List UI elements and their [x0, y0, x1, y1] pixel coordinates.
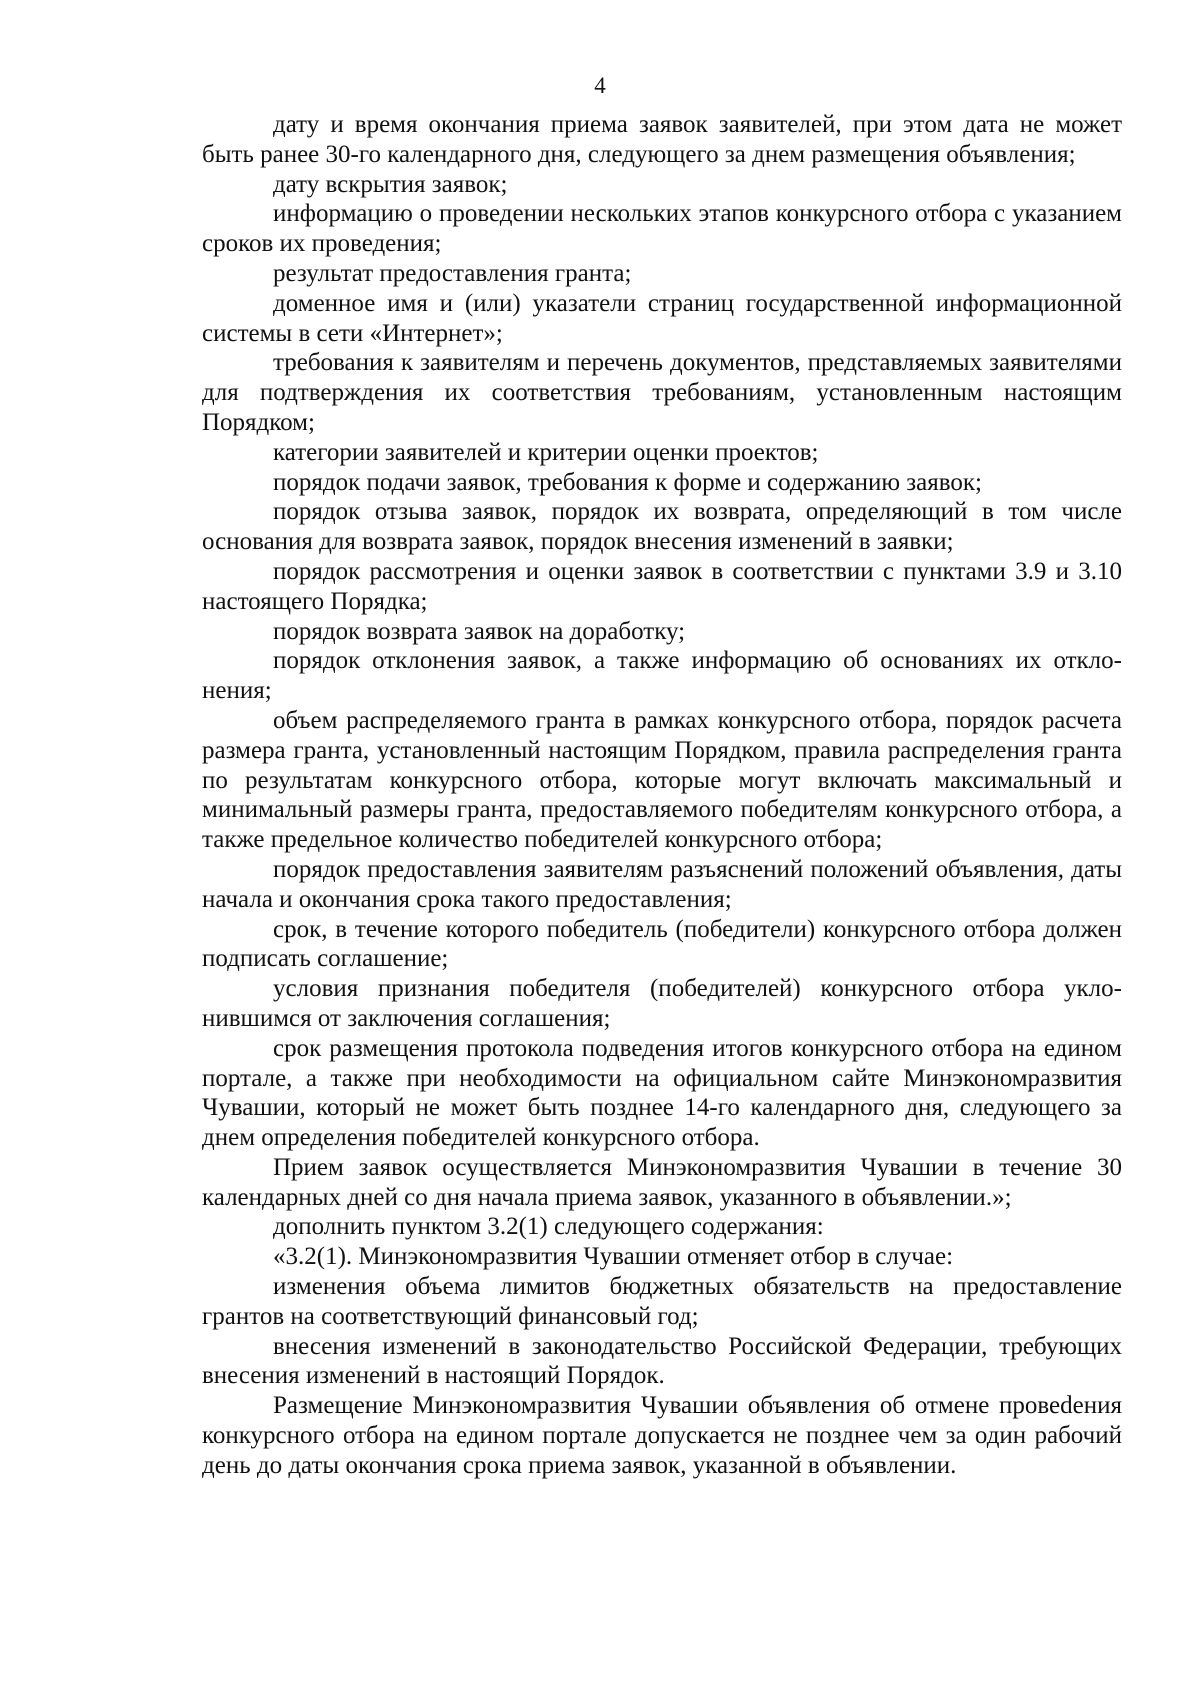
- paragraph: информацию о проведении нескольких этапов конкурсного отбора с указанием сроков их проведения;: [202, 200, 1122, 258]
- page-number: 4: [594, 73, 606, 98]
- paragraph: доменное имя и (или) указатели страниц государственной информационной системы в сети «Интернет»;: [202, 289, 1122, 347]
- document-body: [202, 110, 1122, 1481]
- paragraph: «3.2(1). Минэкономразвития Чувашии отменяет отбор в случае:: [273, 1243, 954, 1271]
- paragraph: объем распределяемого гранта в рамках конкурсного отбора, порядок расчета размера гранта, установленный настоящим Порядком, правила распределения гранта по результатам конкурсного отбора, которые могут включать максимальный и минимальный размеры гранта, предоставляемого победителям конкурсного отбора, а также предельное количество победителей конкурсного отбора;: [202, 706, 1122, 854]
- paragraph: порядок возврата заявок на доработку;: [273, 617, 686, 645]
- paragraph: порядок рассмотрения и оценки заявок в соответствии с пунктами 3.9 и 3.10 настоящего Порядка;: [202, 557, 1122, 615]
- paragraph: срок размещения протокола подведения итогов конкурсного отбора на едином портале, а также при необходимости на официальном сайте Минэкономразвития Чувашии, который не может быть позднее 14-го календарного дня, следующего за днем определения победителей конкурсного отбора.: [202, 1034, 1122, 1152]
- paragraph: категории заявителей и критерии оценки проектов;: [273, 438, 819, 466]
- paragraph: порядок предоставления заявителям разъяснений положений объявления, даты начала и окончания срока такого предоставления;: [202, 855, 1122, 913]
- paragraph: порядок отклонения заявок, а также информацию об основаниях их отклонения;: [202, 647, 1122, 705]
- paragraph: результат предоставления гранта;: [273, 259, 632, 287]
- paragraph: внесения изменений в законодательство Российской Федерации, требующих внесения изменений в настоящий Порядок.: [202, 1332, 1122, 1390]
- paragraph: дату и время окончания приема заявок заявителей, при этом дата не может быть ранее 30-го календарного дня, следующего за днем размещения объявления;: [202, 111, 1122, 168]
- paragraph: порядок отзыва заявок, порядок их возврата, определяющий в том числе основания для возврата заявок, порядок внесения изменений в заявки;: [202, 498, 1122, 556]
- paragraph: дополнить пунктом 3.2(1) следующего содержания:: [273, 1213, 824, 1241]
- paragraph: Прием заявок осуществляется Минэкономразвития Чувашии в течение 30 календарных дней со дня начала приема заявок, указанного в объявлении.»;: [202, 1153, 1122, 1211]
- paragraph: порядок подачи заявок, требования к форме и содержанию заявок;: [273, 468, 982, 496]
- paragraph: условия признания победителя (победителей) конкурсного отбора уклонившимся от заключения соглашения;: [202, 975, 1122, 1032]
- paragraph: Размещение Минэкономразвития Чувашии объявления об отмене провеdения конкурсного отбора на едином портале допускается не позднее чем за один рабочий день до даты окончания срока приема заявок, указанной в объявлении.: [202, 1392, 1122, 1479]
- paragraph: дату вскрытия заявок;: [273, 170, 508, 198]
- paragraph: изменения объема лимитов бюджетных обязательств на предоставление грантов на соответствующий финансовый год;: [202, 1273, 1122, 1330]
- paragraph: срок, в течение которого победитель (победители) конкурсного отбора должен подписать соглашение;: [202, 915, 1122, 973]
- paragraph: требования к заявителям и перечень документов, представляемых заявителями для подтверждения их соответствия требованиям, установленным настоящим Порядком;: [202, 349, 1122, 436]
